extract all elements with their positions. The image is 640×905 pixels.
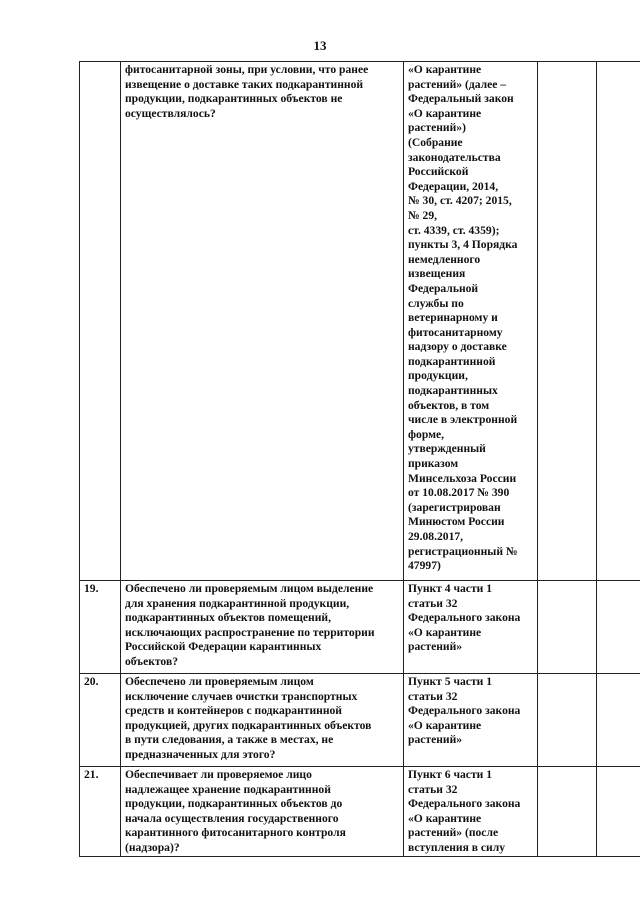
row-number-cell <box>80 62 121 581</box>
row-number-cell: 21. <box>80 767 121 857</box>
legal-reference-cell: Пункт 5 части 1 статьи 32 Федерального закона «О карантине растений» <box>404 674 538 767</box>
question-cell: Обеспечено ли проверяемым лицом исключение случаев очистки транспортных средств и контейнеров с подкарантинной продукцией, других подкарантинных объектов в пути следования, а также в местах, не предназначенных для этого? <box>121 674 404 767</box>
table-row <box>80 674 640 767</box>
answer-cell-yes <box>538 581 597 674</box>
answer-cell-no <box>597 767 640 857</box>
answer-cell-yes <box>538 674 597 767</box>
page-number: 13 <box>313 38 327 53</box>
answer-cell-yes <box>538 62 597 581</box>
table-row <box>80 581 640 674</box>
table-row <box>80 62 640 581</box>
question-cell: Обеспечивает ли проверяемое лицо надлежащее хранение подкарантинной продукции, подкарантинных объектов до начала осуществления государственного карантинного фитосанитарного контроля (надзора)? <box>121 767 404 857</box>
checklist-table <box>79 61 640 857</box>
table-row <box>80 767 640 857</box>
legal-reference-cell: Пункт 6 части 1 статьи 32 Федерального закона «О карантине растений» (после вступления в силу <box>404 767 538 857</box>
answer-cell-no <box>597 674 640 767</box>
answer-cell-no <box>597 62 640 581</box>
legal-reference-cell: Пункт 4 части 1 статьи 32 Федерального закона «О карантине растений» <box>404 581 538 674</box>
row-number-cell: 20. <box>80 674 121 767</box>
legal-reference-cell: «О карантине растений» (далее – Федеральный закон «О карантине растений») (Собрание законодательства Российской Федерации, 2014, № 30, ст. 4207; 2015, № 29, ст. 4339, ст. 4359); пункты 3, 4 Порядка немедленного извещения Федеральной службы по ветеринарному и фитосанитарному надзору о доставке подкарантинной продукции, подкарантинных объектов, в том числе в электронной форме, утвержденный приказом Минсельхоза России от 10.08.2017 № 390 (зарегистрирован Минюстом России 29.08.2017, регистрационный № 47997) <box>404 62 538 581</box>
row-number-cell: 19. <box>80 581 121 674</box>
question-cell: Обеспечено ли проверяемым лицом выделение для хранения подкарантинной продукции, подкарантинных объектов помещений, исключающих распространение по территории Российской Федерации карантинных объектов? <box>121 581 404 674</box>
question-cell: фитосанитарной зоны, при условии, что ранее извещение о доставке таких подкарантинной продукции, подкарантинных объектов не осуществлялось? <box>121 62 404 581</box>
answer-cell-no <box>597 581 640 674</box>
answer-cell-yes <box>538 767 597 857</box>
